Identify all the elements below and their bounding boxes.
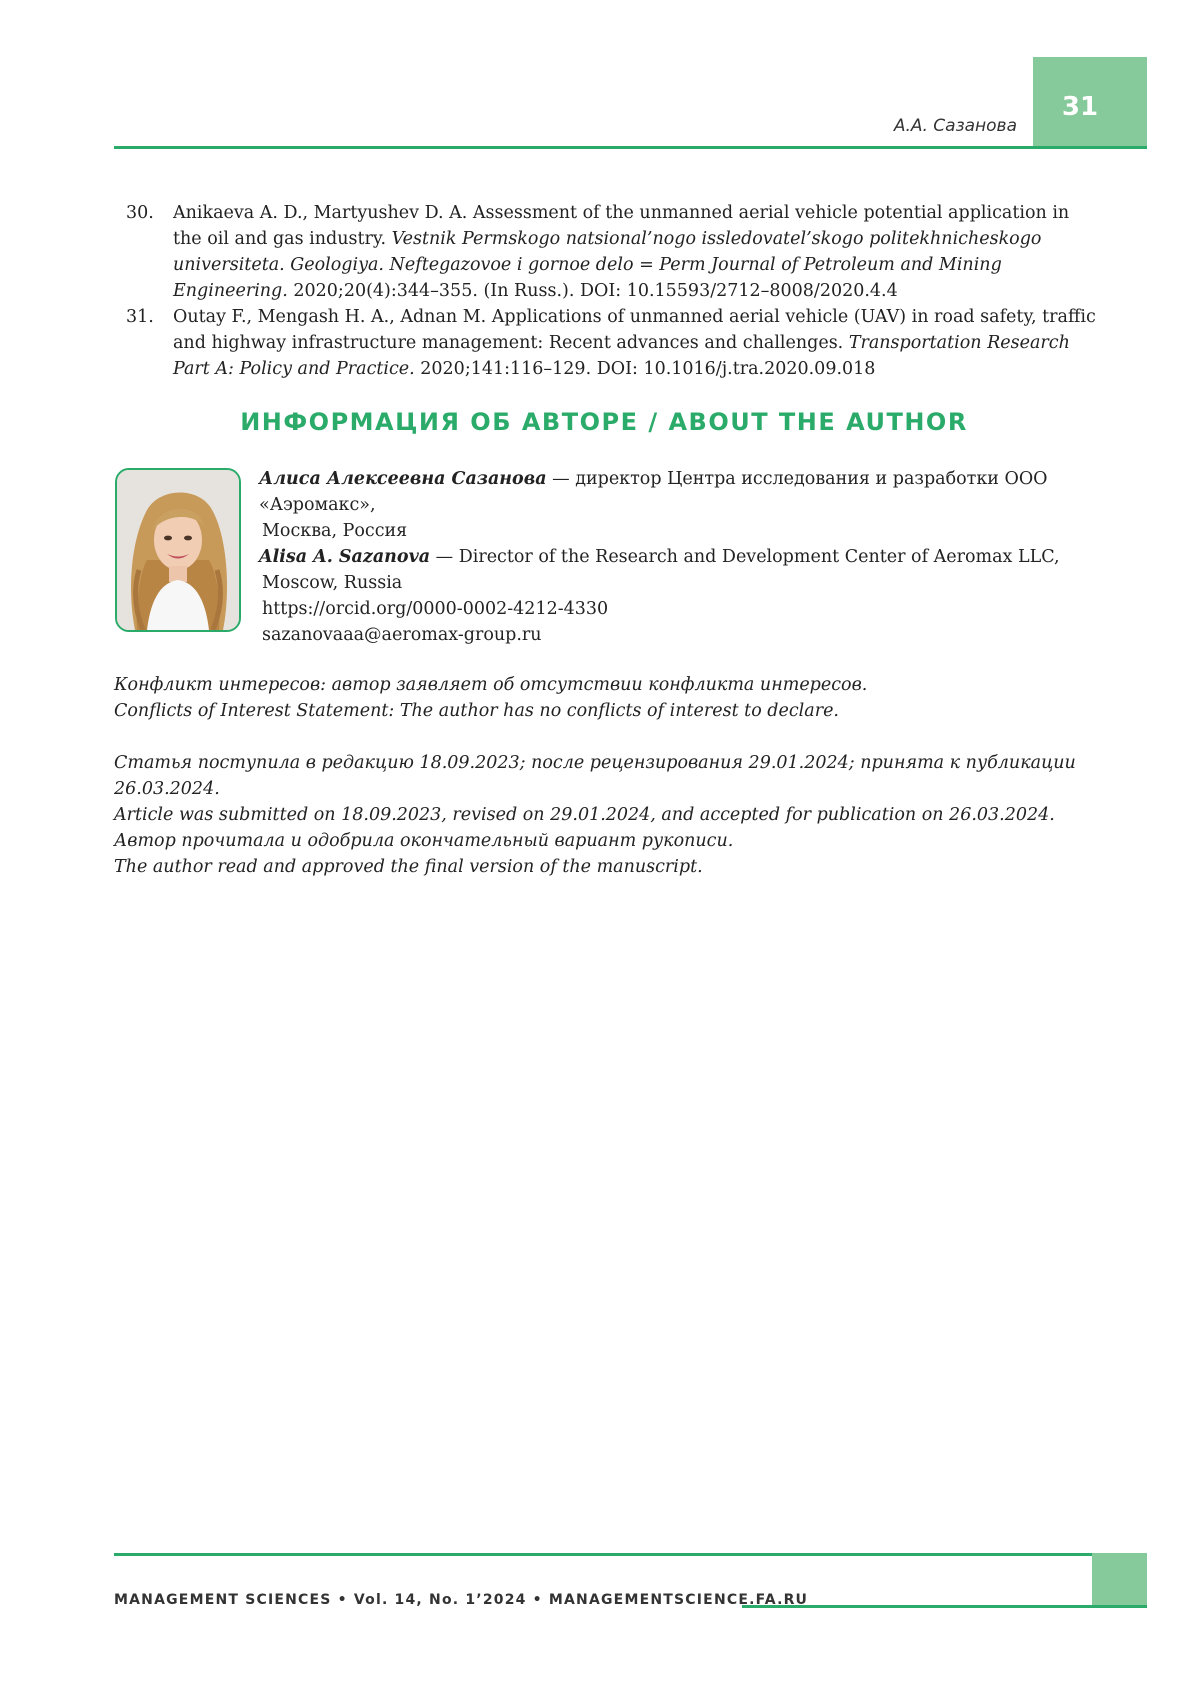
author-position-ru: — директор Центра исследования и разработки ООО «Аэромакс»,	[259, 469, 1048, 515]
reference-source: Transportation Research Part A: Policy and Practice.	[173, 333, 1070, 379]
author-city-ru: Москва, Россия	[262, 521, 408, 541]
conflict-en: Conflicts of Interest Statement: The author has no conflicts of interest to declare.	[114, 701, 839, 721]
conflict-ru: Конфликт интересов: автор заявляет об отсутствии конфликта интересов.	[114, 675, 868, 695]
reference-details: 2020;20(4):344–355. (In Russ.). DOI: 10.15593/2712–8008/2020.4.4	[287, 281, 898, 301]
reference-item	[114, 304, 1099, 382]
running-head: А.А. Сазанова	[893, 116, 1017, 136]
article-history	[114, 750, 1114, 880]
header-rule	[114, 146, 1147, 149]
history-en: Article was submitted on 18.09.2023, revised on 29.01.2024, and accepted for publication on 26.03.2024.	[114, 805, 1055, 825]
conflict-statement	[114, 672, 1114, 724]
reference-text: Outay F., Mengash H. A., Adnan M. Applications of unmanned aerial vehicle (UAV) in road safety, traffic and highway infrastructure management: Recent advances and challenges.	[173, 307, 1096, 353]
history-ru: Статья поступила в редакцию 18.09.2023; после рецензирования 29.01.2024; принята к публикации 26.03.2024.	[114, 753, 1076, 799]
page-number: 31	[1061, 92, 1099, 122]
author-ru	[259, 466, 1109, 518]
footer-text: MANAGEMENT SCIENCES • Vol. 14, No. 1’2024 • MANAGEMENTSCIENCE.FA.RU	[114, 1592, 809, 1608]
reference-text: Anikaeva A. D., Martyushev D. A. Assessment of the unmanned aerial vehicle potential application in the oil and gas industry.	[173, 203, 1070, 249]
reference-details: 2020;141:116–129. DOI: 10.1016/j.tra.2020.09.018	[414, 359, 876, 379]
section-heading: ИНФОРМАЦИЯ ОБ АВТОРЕ / ABOUT THE AUTHOR	[240, 408, 968, 436]
reference-source: Vestnik Permskogo natsional’nogo issledovatel’skogo politekhnicheskogo universiteta. Geologiya. Neftegazovoe i gornoe delo = Perm Journal of Petroleum and Mining Engineering.	[173, 229, 1042, 301]
footer-rule-top	[114, 1553, 1147, 1556]
author-email-link[interactable]: sazanovaaa@aeromax-group.ru	[262, 625, 542, 645]
author-city-en: Moscow, Russia	[262, 573, 403, 593]
author-name-ru: Алиса Алексеевна Сазанова	[259, 469, 547, 489]
footer-tab	[1092, 1553, 1147, 1608]
approval-en: The author read and approved the final version of the manuscript.	[114, 857, 703, 877]
author-position-en: — Director of the Research and Development Center of Aeromax LLC,	[430, 547, 1060, 567]
approval-ru: Автор прочитала и одобрила окончательный вариант рукописи.	[114, 831, 734, 851]
author-info	[259, 466, 1109, 648]
author-photo	[115, 468, 241, 632]
reference-list	[114, 200, 1099, 382]
author-orcid-link[interactable]: https://orcid.org/0000-0002-4212-4330	[262, 599, 609, 619]
reference-item	[114, 200, 1099, 304]
author-en	[259, 544, 1109, 570]
reference-number: 31.	[126, 307, 154, 327]
reference-number: 30.	[126, 203, 154, 223]
author-name-en: Alisa A. Sazanova	[259, 547, 431, 567]
